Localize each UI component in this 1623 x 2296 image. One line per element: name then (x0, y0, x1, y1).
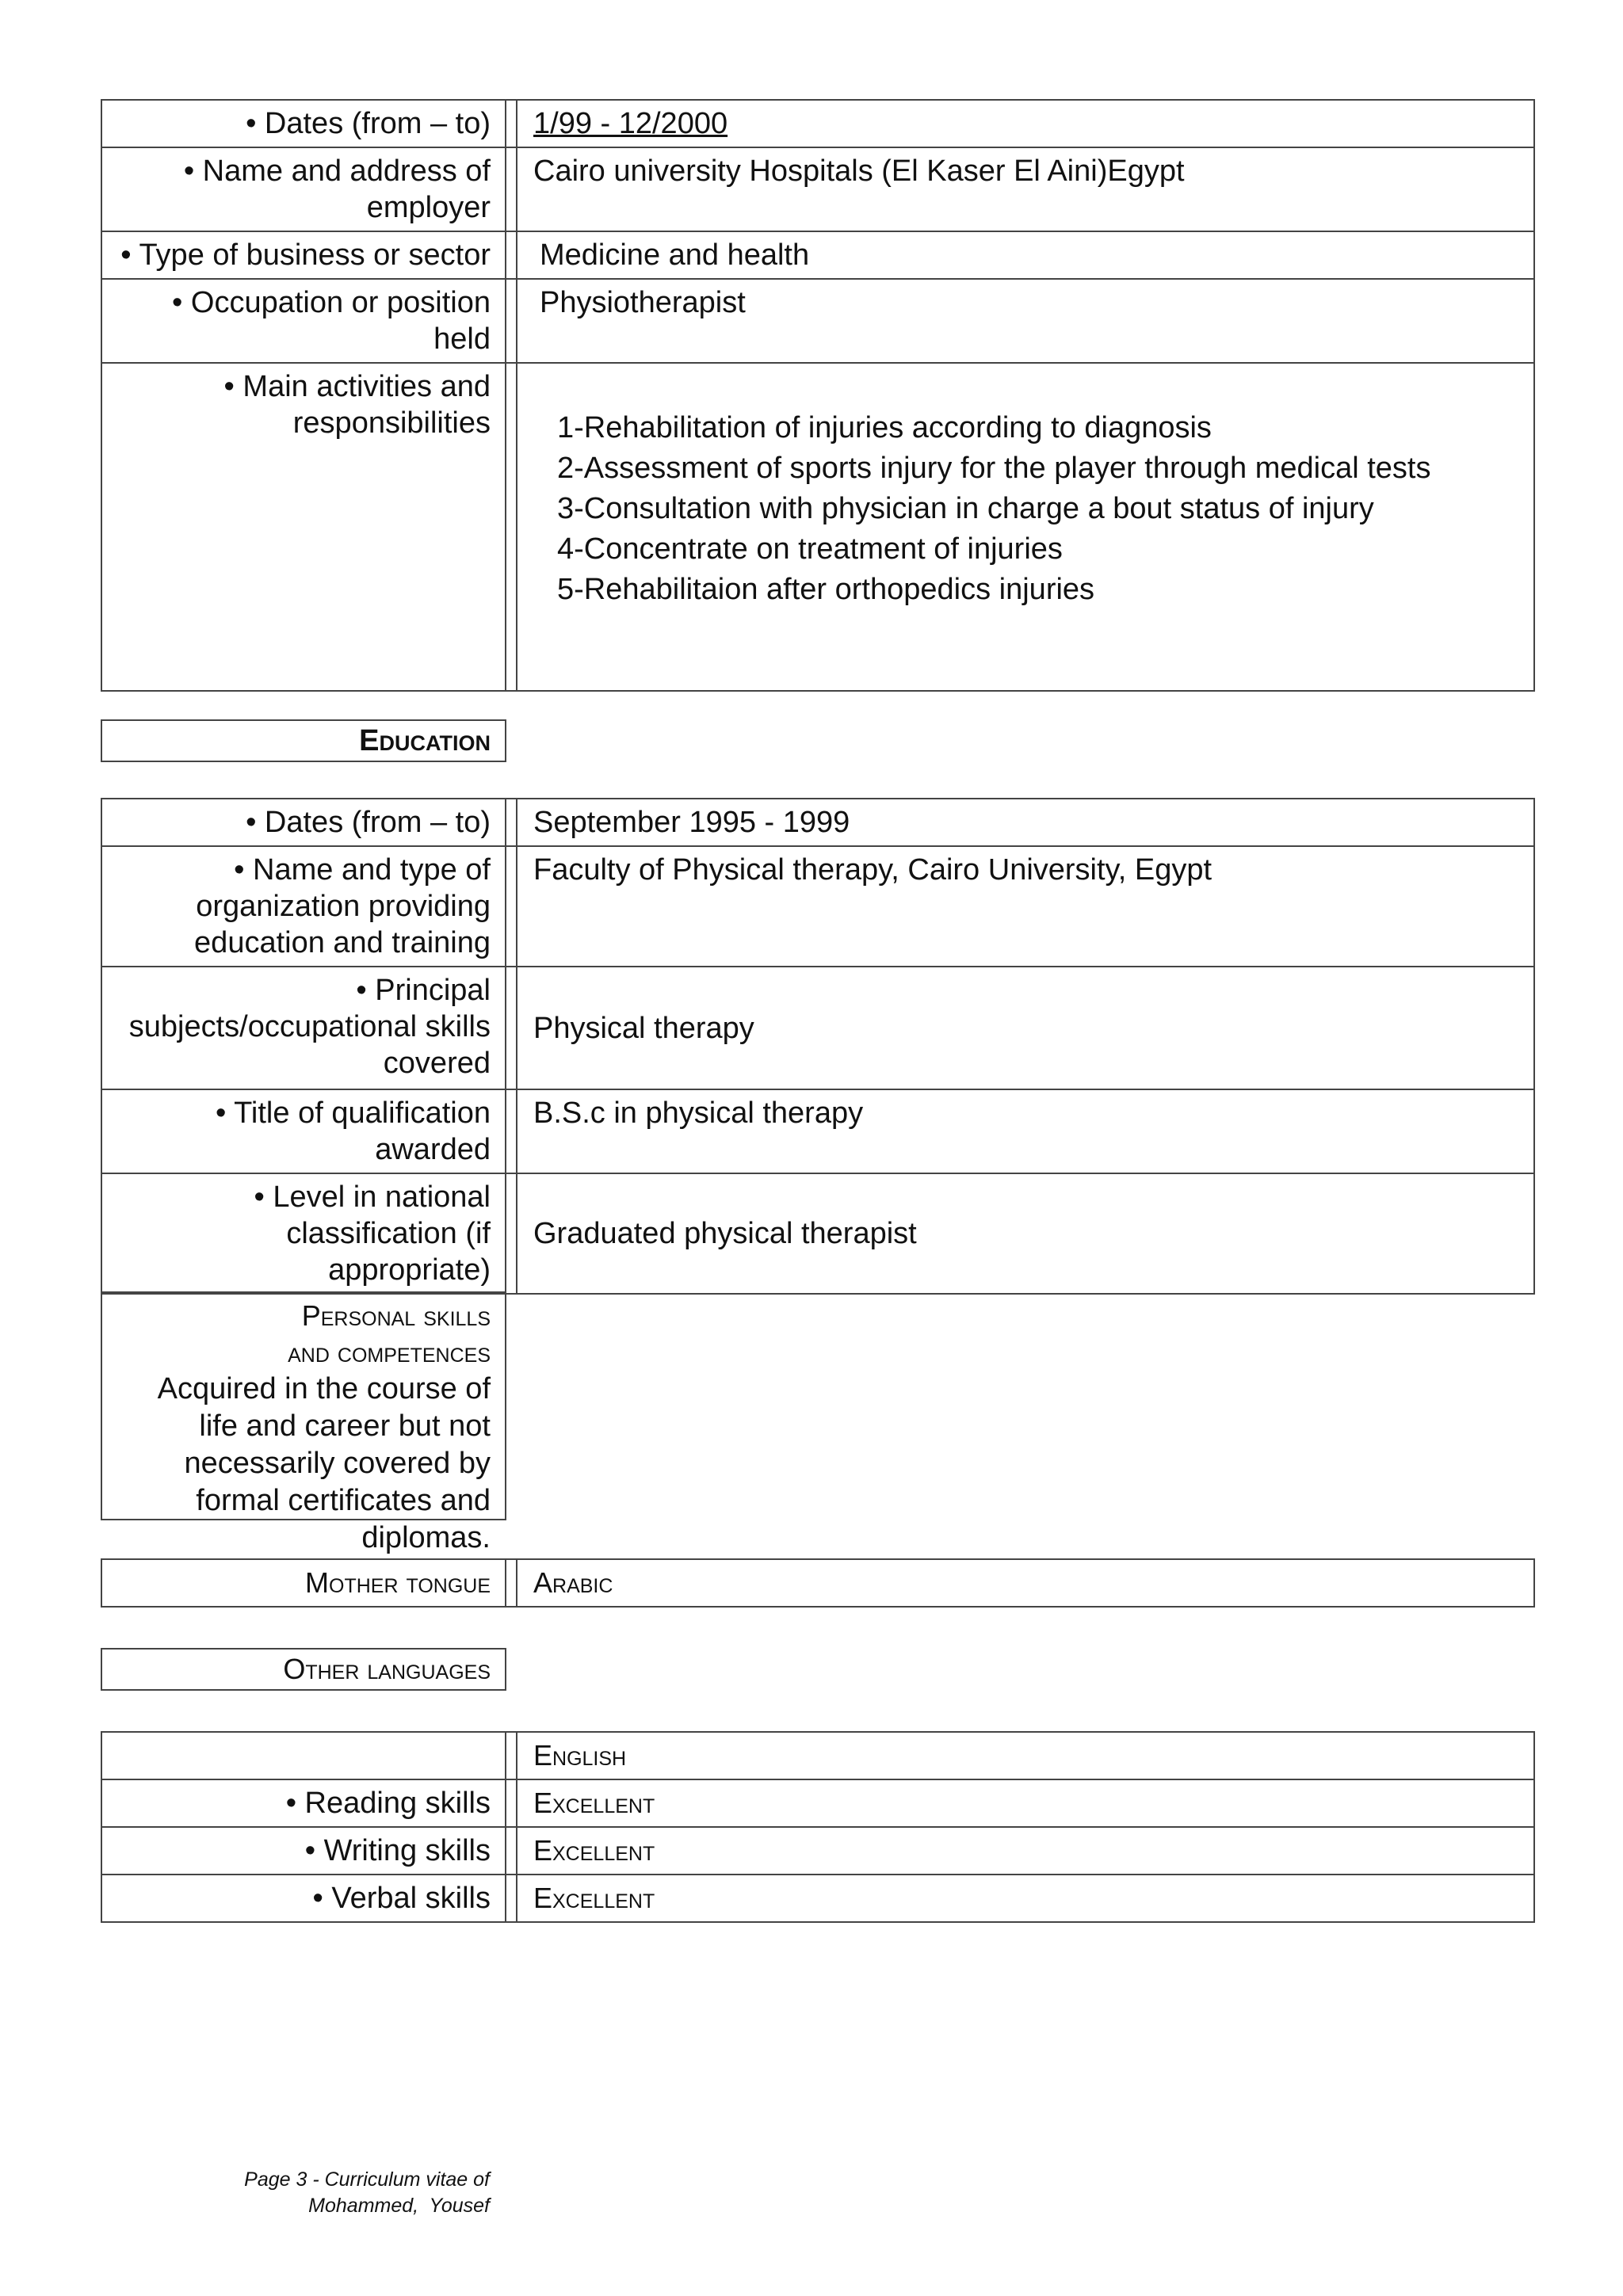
subjects-value: Physical therapy (517, 967, 1534, 1089)
personal-skills-heading-line1: Personal skills (301, 1299, 491, 1332)
mother-tongue-label: Mother tongue (101, 1559, 506, 1607)
reading-skills-label: • Reading skills (101, 1779, 506, 1827)
other-languages-heading: Other languages (101, 1648, 506, 1691)
table-row (101, 1173, 1534, 1294)
employment-table (101, 99, 1535, 692)
activity-item: 3-Consultation with physician in charge a bout status of injury (557, 492, 1374, 525)
writing-skills-label: • Writing skills (101, 1827, 506, 1875)
education-table (101, 798, 1535, 1295)
personal-skills-description: Acquired in the course of life and career but not necessarily covered by formal certificates and diplomas. (157, 1372, 491, 1554)
personal-skills-heading-line2: and competences (288, 1336, 491, 1368)
dates-label: • Dates (from – to) (101, 100, 506, 147)
page-footer (238, 2167, 490, 2219)
classification-value: Graduated physical therapist (517, 1173, 1534, 1294)
qualification-label: • Title of qualification awarded (101, 1089, 506, 1173)
footer-line2: Mohammed, Yousef (308, 2195, 490, 2217)
organization-label: • Name and type of organization providing education and training (101, 846, 506, 967)
table-row (101, 1089, 1534, 1173)
edu-dates-label: • Dates (from – to) (101, 799, 506, 846)
table-row (101, 799, 1534, 846)
classification-label: • Level in national classification (if appropriate) (101, 1173, 506, 1294)
table-row (101, 967, 1534, 1089)
activities-value (517, 363, 1534, 691)
dates-value: 1/99 - 12/2000 (517, 100, 1534, 147)
table-row (101, 363, 1534, 691)
languages-table (101, 1731, 1535, 1923)
writing-skills-value: Excellent (517, 1827, 1534, 1875)
table-row (101, 1559, 1534, 1607)
activity-item: 2-Assessment of sports injury for the player through medical tests (557, 452, 1431, 485)
table-row (101, 1732, 1534, 1779)
activity-item: 4-Concentrate on treatment of injuries (557, 532, 1063, 566)
employer-label: • Name and address of employer (101, 147, 506, 231)
employer-value: Cairo university Hospitals (El Kaser El Aini)Egypt (517, 147, 1534, 231)
table-row (101, 1827, 1534, 1875)
occupation-label: • Occupation or position held (101, 279, 506, 363)
activity-item: 5-Rehabilitaion after orthopedics injuries (557, 573, 1095, 606)
mother-tongue-value: Arabic (517, 1559, 1534, 1607)
table-row (101, 1779, 1534, 1827)
reading-skills-value: Excellent (517, 1779, 1534, 1827)
education-heading: Education (101, 719, 506, 762)
activity-item: 1-Rehabilitation of injuries according to diagnosis (557, 411, 1212, 444)
activities-label: • Main activities and responsibilities (101, 363, 506, 691)
table-row (101, 147, 1534, 231)
personal-skills-box (101, 1291, 506, 1554)
table-row (101, 1875, 1534, 1922)
verbal-skills-value: Excellent (517, 1875, 1534, 1922)
table-row (101, 100, 1534, 147)
sector-label: • Type of business or sector (101, 231, 506, 279)
qualification-value: B.S.c in physical therapy (517, 1089, 1534, 1173)
edu-dates-value: September 1995 - 1999 (517, 799, 1534, 846)
table-row (101, 279, 1534, 363)
table-row (101, 846, 1534, 967)
table-row (101, 231, 1534, 279)
mother-tongue-table (101, 1558, 1535, 1608)
sector-value: Medicine and health (517, 231, 1534, 279)
language-name: English (517, 1732, 1534, 1779)
footer-line1: Page 3 - Curriculum vitae of (244, 2168, 490, 2191)
subjects-label: • Principal subjects/occupational skills covered (101, 967, 506, 1089)
verbal-skills-label: • Verbal skills (101, 1875, 506, 1922)
organization-value: Faculty of Physical therapy, Cairo University, Egypt (517, 846, 1534, 967)
occupation-value: Physiotherapist (517, 279, 1534, 363)
